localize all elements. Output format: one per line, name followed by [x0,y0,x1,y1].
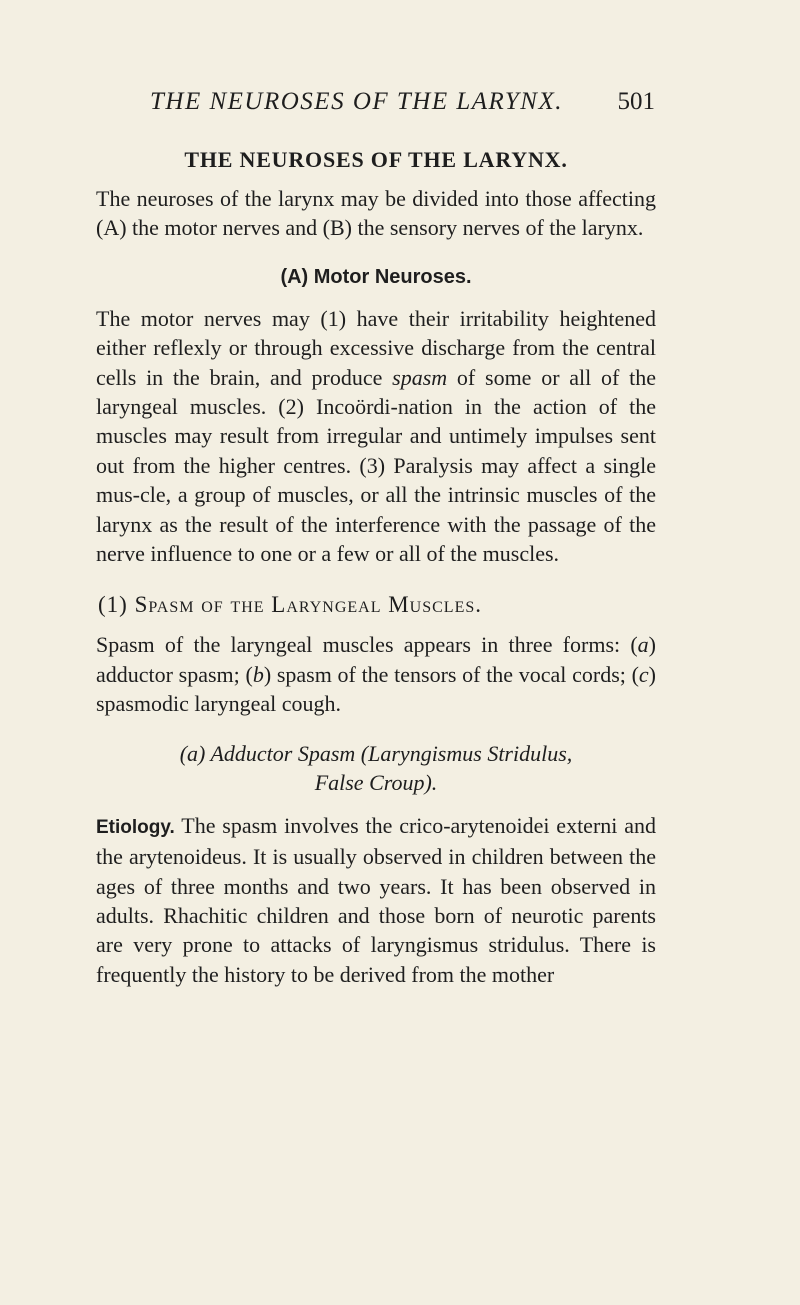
running-title: THE NEUROSES OF THE LARYNX. [150,88,563,115]
spasm-text-2: ) adductor spasm; ( [96,632,656,687]
motor-para-text-2: of some or all of the laryngeal muscles. (2) Incoördi-nation in the action of the muscles may result from irregular and untimely impulses sent out from the higher centres. (3) Paralysis may affect a single mus-cle, a group of muscles, or all the intrinsic muscles of the larynx as the result of the interference with the passage of the nerve influence to one or a few or all of the muscles. [96,364,656,567]
spasm-text-4: ) spasmodic laryngeal cough. [96,661,656,717]
etiology-text: The spasm involves the crico-arytenoidei externi and the arytenoideus. It is usually observed in children between the ages of three months and two years. It has been observed in adults. Rhachitic children and those born of neurotic parents are very prone to attacks of laryngismus stridulus. There is frequently the history to be derived from the mother [96,812,656,987]
letter-b: b [252,661,264,687]
adductor-letter: a [187,740,199,766]
motor-para-text-1: The motor nerves may (1) have their irritability heightened either reflexly or through excessive discharge from the central cells in the brain, and produce [96,305,656,390]
sc-cap-s: S [134,592,149,618]
letter-a: a [637,632,649,658]
adductor-heading-line-2: False Croup). [314,769,438,795]
etiology-paragraph [96,811,656,989]
running-head [150,88,655,124]
intro-paragraph: The neuroses of the larynx may be divided into those affecting (A) the motor nerves and (B) the sensory nerves of the larynx. [96,186,656,241]
sc-cap-m: M [388,592,410,618]
motor-nerves-paragraph [96,304,656,569]
letter-c: c [638,661,649,687]
spasm-text-3: ) spasm of the tensors of the vocal cords; ( [263,661,639,687]
subsection-number: (1) [98,592,135,618]
sc-aryngeal: aryngeal [286,592,389,618]
sc-pasm: pasm of the [148,592,272,618]
adductor-open-paren: ( [179,740,188,766]
sc-cap-l: L [271,592,287,618]
page-number: 501 [617,88,655,115]
sc-uscles: uscles. [409,592,482,618]
spasm-emphasis: spasm [392,364,448,390]
adductor-heading-line-1 [96,739,656,768]
section-heading-motor-neuroses: (A) Motor Neuroses. [280,265,472,288]
spasm-forms-paragraph [96,630,656,718]
adductor-heading-rest: ) Adductor Spasm (Laryngismus Stridulus, [198,740,573,766]
subsection-heading-adductor-spasm [96,739,656,797]
etiology-label: Etiology. [96,816,175,838]
chapter-title: THE NEUROSES OF THE LARYNX. [184,147,568,172]
spasm-text-1: Spasm of the laryngeal muscles appears in three forms: ( [96,632,638,658]
page-content [96,145,656,989]
subsection-heading-spasm [96,590,656,620]
